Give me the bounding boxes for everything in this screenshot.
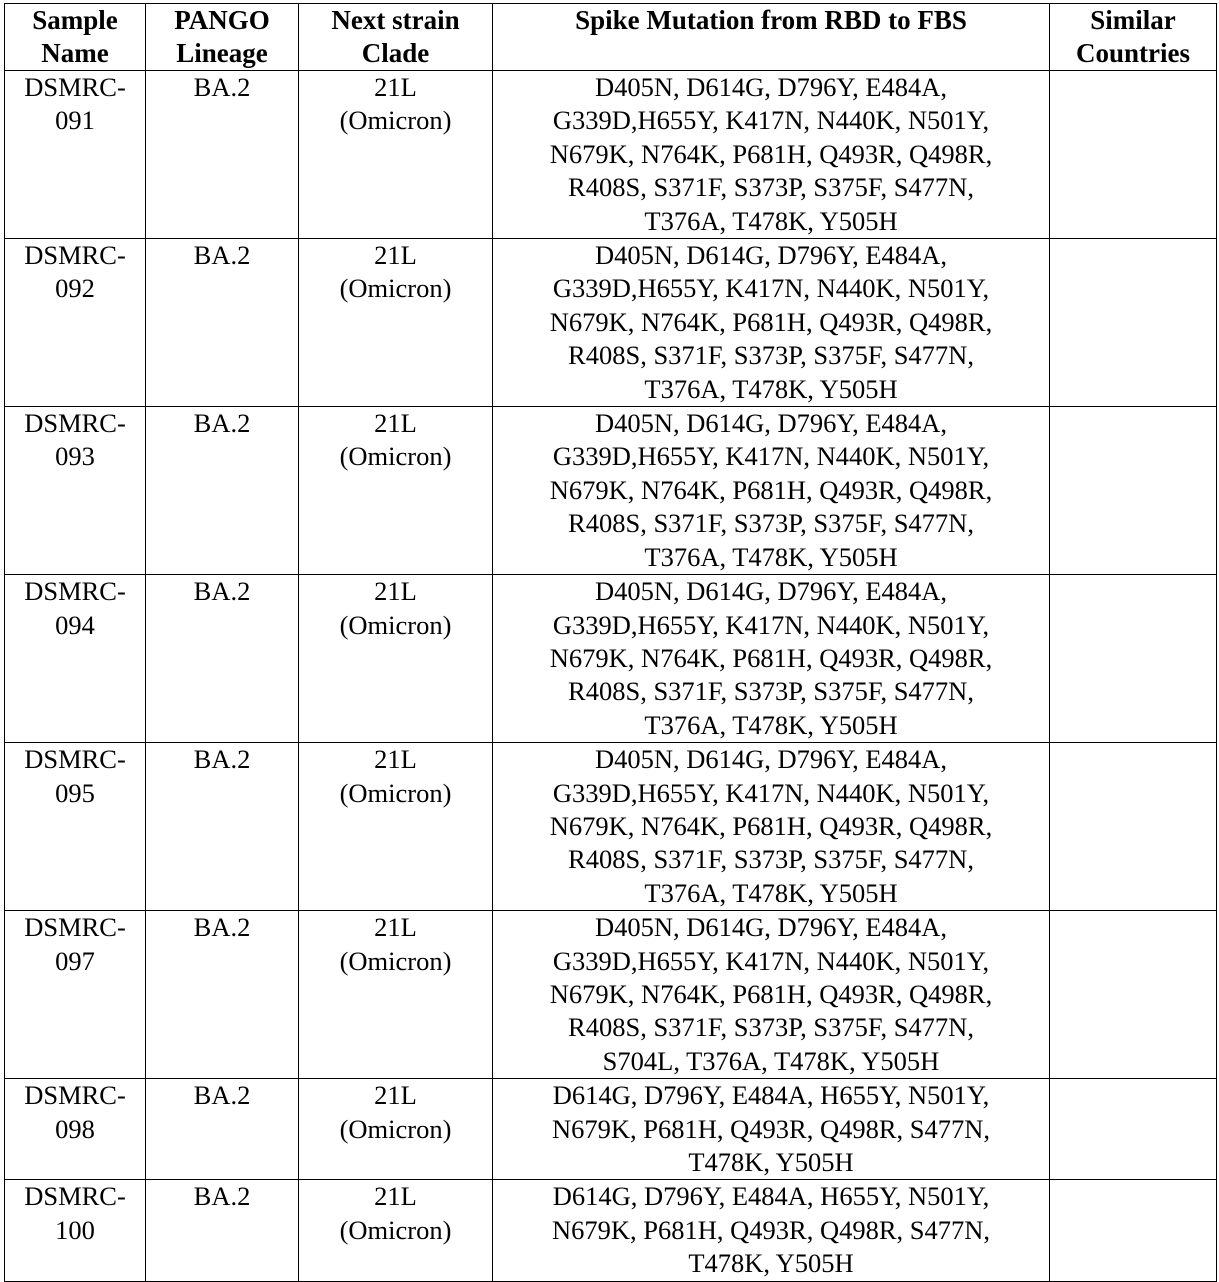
header-pango-lineage: PANGO Lineage: [146, 4, 299, 71]
similar-countries-cell: [1050, 1079, 1217, 1180]
similar-countries-cell: [1050, 911, 1217, 1079]
spike-mutation-cell: D405N, D614G, D796Y, E484A, G339D,H655Y, K417N, N440K, N501Y, N679K, N764K, P681H, Q493R, Q498R, R408S, S371F, S373P, S375F, S477N, T376A, T478K, Y505H: [493, 407, 1050, 575]
spike-mutation-cell: D405N, D614G, D796Y, E484A, G339D,H655Y, K417N, N440K, N501Y, N679K, N764K, P681H, Q493R, Q498R, R408S, S371F, S373P, S375F, S477N, T376A, T478K, Y505H: [493, 239, 1050, 407]
similar-countries-cell: [1050, 743, 1217, 911]
clade-cell: 21L (Omicron): [299, 575, 493, 743]
pango-lineage-cell: BA.2: [146, 743, 299, 911]
table-row: [5, 743, 1217, 911]
pango-lineage-cell: BA.2: [146, 407, 299, 575]
spike-mutation-cell: D405N, D614G, D796Y, E484A, G339D,H655Y, K417N, N440K, N501Y, N679K, N764K, P681H, Q493R, Q498R, R408S, S371F, S373P, S375F, S477N, T376A, T478K, Y505H: [493, 71, 1050, 239]
header-similar-countries: Similar Countries: [1050, 4, 1217, 71]
clade-cell: 21L (Omicron): [299, 239, 493, 407]
table-row: [5, 911, 1217, 1079]
mutation-table: [4, 3, 1217, 1282]
spike-mutation-cell: D614G, D796Y, E484A, H655Y, N501Y, N679K, P681H, Q493R, Q498R, S477N, T478K, Y505H: [493, 1079, 1050, 1180]
table-row: [5, 1180, 1217, 1281]
table-row: [5, 1079, 1217, 1180]
similar-countries-cell: [1050, 575, 1217, 743]
sample-name-cell: DSMRC- 100: [5, 1180, 146, 1281]
table-row: [5, 407, 1217, 575]
clade-cell: 21L (Omicron): [299, 71, 493, 239]
spike-mutation-cell: D405N, D614G, D796Y, E484A, G339D,H655Y, K417N, N440K, N501Y, N679K, N764K, P681H, Q493R, Q498R, R408S, S371F, S373P, S375F, S477N, T376A, T478K, Y505H: [493, 743, 1050, 911]
header-row: [5, 4, 1217, 71]
sample-name-cell: DSMRC- 093: [5, 407, 146, 575]
table-row: [5, 71, 1217, 239]
sample-name-cell: DSMRC- 098: [5, 1079, 146, 1180]
similar-countries-cell: [1050, 71, 1217, 239]
header-sample-name: Sample Name: [5, 4, 146, 71]
sample-name-cell: DSMRC- 094: [5, 575, 146, 743]
similar-countries-cell: [1050, 407, 1217, 575]
sample-name-cell: DSMRC- 091: [5, 71, 146, 239]
clade-cell: 21L (Omicron): [299, 911, 493, 1079]
clade-cell: 21L (Omicron): [299, 1180, 493, 1281]
pango-lineage-cell: BA.2: [146, 71, 299, 239]
pango-lineage-cell: BA.2: [146, 575, 299, 743]
similar-countries-cell: [1050, 1180, 1217, 1281]
pango-lineage-cell: BA.2: [146, 1180, 299, 1281]
header-spike-mutation: Spike Mutation from RBD to FBS: [493, 4, 1050, 71]
pango-lineage-cell: BA.2: [146, 239, 299, 407]
header-nextstrain-clade: Next strain Clade: [299, 4, 493, 71]
table-row: [5, 575, 1217, 743]
sample-name-cell: DSMRC- 095: [5, 743, 146, 911]
clade-cell: 21L (Omicron): [299, 743, 493, 911]
clade-cell: 21L (Omicron): [299, 1079, 493, 1180]
spike-mutation-cell: D614G, D796Y, E484A, H655Y, N501Y, N679K, P681H, Q493R, Q498R, S477N, T478K, Y505H: [493, 1180, 1050, 1281]
spike-mutation-cell: D405N, D614G, D796Y, E484A, G339D,H655Y, K417N, N440K, N501Y, N679K, N764K, P681H, Q493R, Q498R, R408S, S371F, S373P, S375F, S477N, S704L, T376A, T478K, Y505H: [493, 911, 1050, 1079]
pango-lineage-cell: BA.2: [146, 1079, 299, 1180]
sample-name-cell: DSMRC- 097: [5, 911, 146, 1079]
spike-mutation-cell: D405N, D614G, D796Y, E484A, G339D,H655Y, K417N, N440K, N501Y, N679K, N764K, P681H, Q493R, Q498R, R408S, S371F, S373P, S375F, S477N, T376A, T478K, Y505H: [493, 575, 1050, 743]
similar-countries-cell: [1050, 239, 1217, 407]
clade-cell: 21L (Omicron): [299, 407, 493, 575]
pango-lineage-cell: BA.2: [146, 911, 299, 1079]
sample-name-cell: DSMRC- 092: [5, 239, 146, 407]
table-row: [5, 239, 1217, 407]
